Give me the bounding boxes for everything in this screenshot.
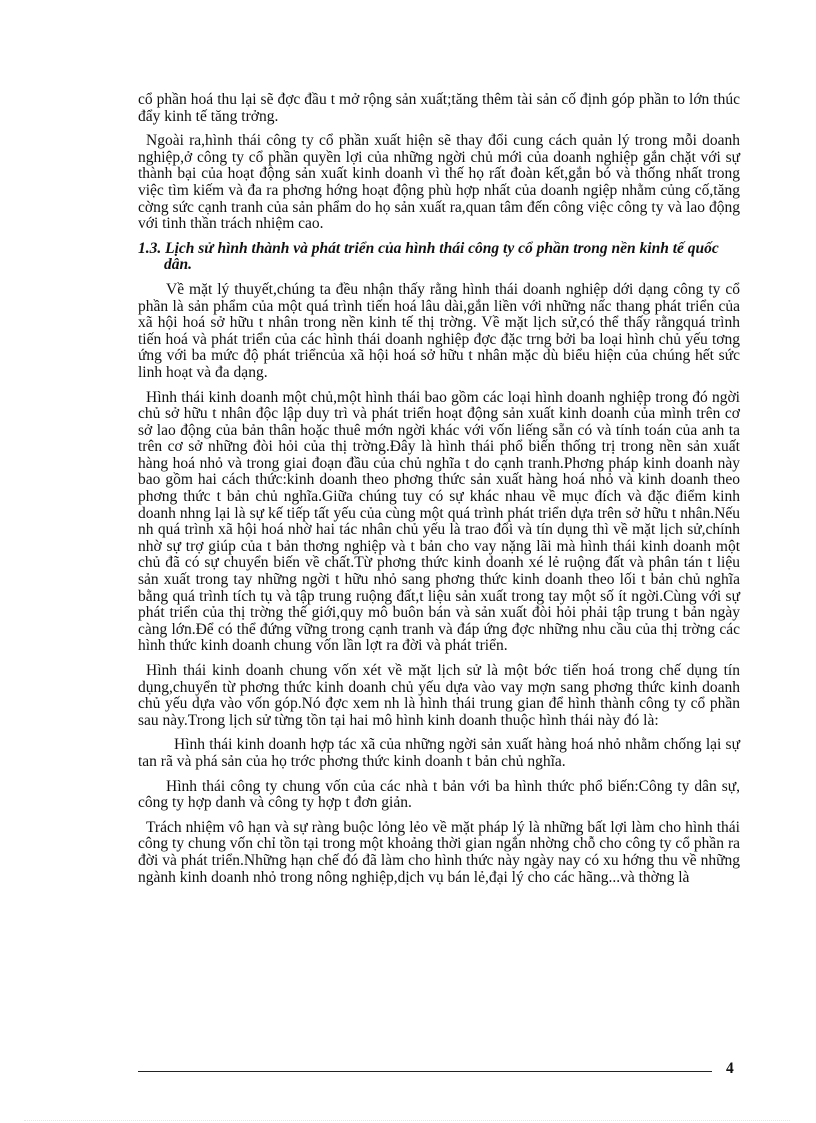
page-bottom-dotted-rule — [24, 1120, 790, 1121]
document-page — [138, 92, 740, 894]
section-paragraph-3: Hình thái kinh doanh chung vốn xét về mặt lịch sử là một bớc tiến hoá trong chế dụng tín dụng,chuyển từ phơng thức kinh doanh chủ yếu dựa vào vay mợn sang phơng thức kinh doanh chủ yếu dựa vào vốn góp.Nó đợc xem nh là hình thái trung gian để hình thành công ty cổ phần sau này.Trong lịch sử từng tồn tại hai mô hình kinh doanh thuộc hình thái này đó là: — [138, 662, 740, 729]
section-paragraph-5: Hình thái công ty chung vốn của các nhà t bản với ba hình thức phổ biến:Công ty dân sự, công ty hợp danh và công ty hợp t đơn giản. — [138, 777, 740, 812]
section-paragraph-1: Về mặt lý thuyết,chúng ta đều nhận thấy rằng hình thái doanh nghiệp dới dạng công ty cổ phần là sản phẩm của một quá trình tiến hoá lâu dài,gắn liền với những nấc thang phát triển của xã hội hoá sở hữu t nhân trong nền kinh tế thị trờng. Về mặt lịch sử,có thể thấy rằngquá trình tiến hoá và phát triển của các hình thái doanh nghiệp đợc đặc trng bởi ba loại hình chủ yếu tơng ứng với ba mức độ phát triểncủa xã hội hoá sở hữu t nhân mặc dù biểu hiện của chúng hết sức linh hoạt và đa dạng. — [138, 280, 740, 381]
paragraph-2: Ngoài ra,hình thái công ty cổ phần xuất hiện sẽ thay đổi cung cách quản lý trong mỗi doanh nghiệp,ở công ty cổ phần quyền lợi của những ngời chủ mới của doanh nghiệp gắn chặt với sự thành bại của hoạt động sản xuất kinh doanh vì thế họ rất đoàn kết,gắn bó và thống nhất trong việc tìm kiếm và đa ra phơng hớng hoạt động phù hợp nhất của doanh ngiệp nhằm củng cố,tăng cờng sức cạnh tranh của sản phẩm do họ sản xuất ra,quan tâm đến công việc công ty và lao động với tinh thần trách nhiệm cao. — [138, 132, 740, 233]
footer-rule — [138, 1071, 712, 1072]
page-number: 4 — [726, 1060, 734, 1077]
paragraph-1: cổ phần hoá thu lại sẽ đợc đầu t mở rộng sản xuất;tăng thêm tài sản cố định góp phần to lớn thúc đẩy kinh tế tăng trởng. — [138, 91, 740, 125]
section-paragraph-6: Trách nhiệm vô hạn và sự ràng buộc lỏng lẻo về mặt pháp lý là những bất lợi làm cho hình thái công ty chung vốn chỉ tồn tại trong một khoảng thời gian ngắn nhờng chỗ cho công ty cổ phần ra đời và phát triển.Những hạn chế đó đã làm cho hình thức này ngày nay có xu hớng thu về những ngành kinh doanh nhỏ trong nông nghiệp,dịch vụ bán lẻ,đại lý cho các hãng...và thờng là — [138, 818, 740, 886]
section-paragraph-4: Hình thái kinh doanh hợp tác xã của những ngời sản xuất hàng hoá nhỏ nhằm chống lại sự tan rã và phá sản của họ trớc phơng thức kinh doanh t bản chủ nghĩa. — [138, 736, 740, 770]
section-paragraph-2: Hình thái kinh doanh một chủ,một hình thái bao gồm các loại hình doanh nghiệp trong đó ngời chủ sở hữu t nhân độc lập duy trì và phát triển hoạt động sản xuất kinh doanh của mình trên cơ sở lao động của bản thân hoặc thuê mớn ngời khác với vốn liếng sẵn có và tính toán của anh ta trên cơ sở những đòi hỏi của thị trờng.Đây là hình thái phổ biến thống trị trong nền sản xuất hàng hoá nhỏ và trong giai đoạn đầu của chủ nghĩa t do cạnh tranh.Phơng pháp kinh doanh này bao gồm hai cách thức:kinh doanh theo phơng thức sản xuất hàng hoá nhỏ và kinh doanh theo phơng thức t bản chủ nghĩa.Giữa chúng tuy có sự khác nhau về mục đích và đặc điểm kinh doanh nhng lại là sự kế tiếp tất yếu của cùng một quá trình phát triển dựa trên sở hữu t nhân.Nếu nh quá trình xã hội hoá nhờ hai tác nhân chủ yếu là trao đổi và tín dụng thì về mặt lịch sử,chính nhờ sự trợ giúp của t bản thơng nghiệp và t bản cho vay nặng lãi mà hình thái kinh doanh một chủ đã có sự chuyển biến về chất.Từ phơng thức kinh doanh xé lẻ ruộng đất và phân tán t liệu sản xuất trong tay những ngời t hữu nhỏ sang phơng thức kinh doanh theo lối t bản chủ nghĩa bằng quá trình tích tụ và tập trung ruộng đất,t liệu sản xuất trong tay một số ít ngời.Cùng với sự phát triển của thị trờng thế giới,quy mô buôn bán và sản xuất đòi hỏi phải tập trung t bản ngày càng lớn.Để có thể đứng vững trong cạnh tranh và đáp ứng đợc những nhu cầu của thị trờng các hình thức kinh doanh chung vốn lần lợt ra đời và phát triển. — [138, 388, 740, 655]
section-heading: 1.3. Lịch sử hình thành và phát triển của hình thái công ty cổ phần trong nền kinh tế quốc dân. — [138, 239, 719, 274]
